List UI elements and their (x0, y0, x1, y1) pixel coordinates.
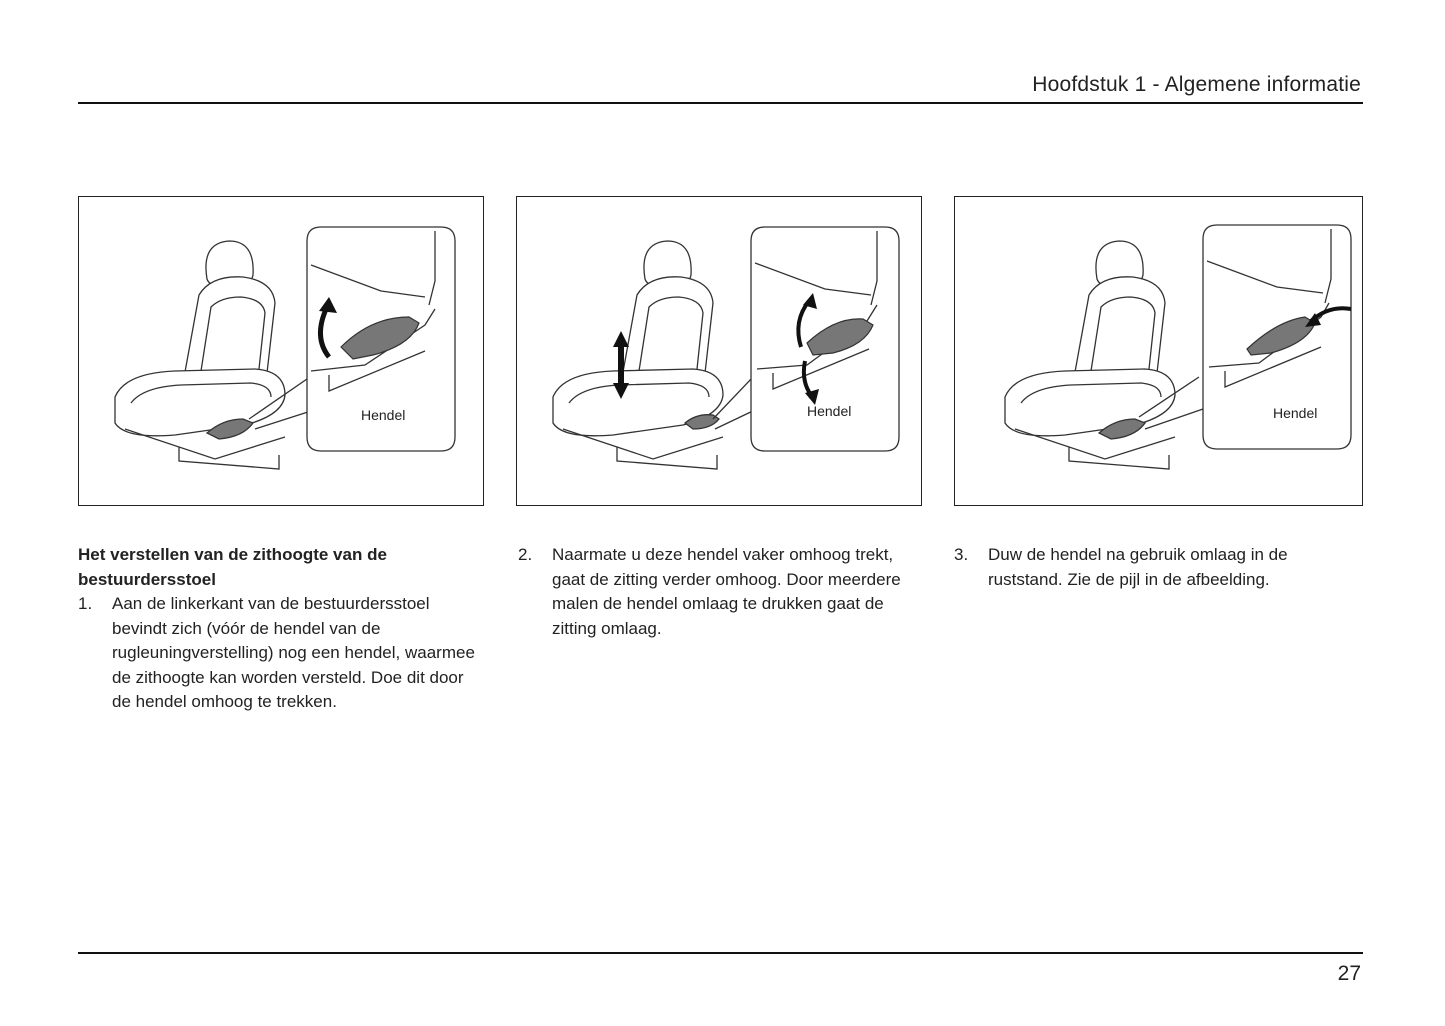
lever-label: Hendel (807, 403, 852, 419)
text-column-3 (954, 543, 1354, 592)
step-1 (78, 592, 486, 715)
lever-label: Hendel (361, 407, 406, 423)
step-3 (954, 543, 1354, 592)
seat-lever-push-down-illustration (955, 197, 1364, 507)
figure-1 (78, 196, 484, 506)
lever-label: Hendel (1273, 405, 1318, 421)
chapter-title: Hoofdstuk 1 - Algemene informatie (1032, 73, 1361, 96)
header-rule (78, 102, 1363, 104)
step-number: 3. (954, 545, 969, 564)
step-number: 1. (78, 594, 93, 613)
step-text: Aan de linkerkant van de bestuurdersstoel bevindt zich (vóór de hendel van de rugleuningverstelling) nog een hendel, waarmee de zithoogte kan worden versteld. Doe dit door de hendel omhoog te trekken. (112, 594, 475, 711)
step-text: Duw de hendel na gebruik omlaag in de ruststand. Zie de pijl in de afbeelding. (988, 545, 1288, 589)
step-number: 2. (518, 545, 533, 564)
text-column-2 (518, 543, 926, 641)
figure-3 (954, 196, 1363, 506)
section-title: Het verstellen van de zithoogte van de bestuurdersstoel (78, 545, 387, 589)
page-number: 27 (1337, 962, 1361, 985)
seat-lever-pull-up-illustration (79, 197, 485, 507)
figure-2 (516, 196, 922, 506)
text-column-1 (78, 543, 486, 715)
step-2 (518, 543, 926, 641)
step-text: Naarmate u deze hendel vaker omhoog trekt, gaat de zitting verder omhoog. Door meerdere malen de hendel omlaag te drukken gaat de zitting omlaag. (552, 545, 901, 638)
footer-rule (78, 952, 1363, 954)
seat-height-adjust-illustration (517, 197, 923, 507)
